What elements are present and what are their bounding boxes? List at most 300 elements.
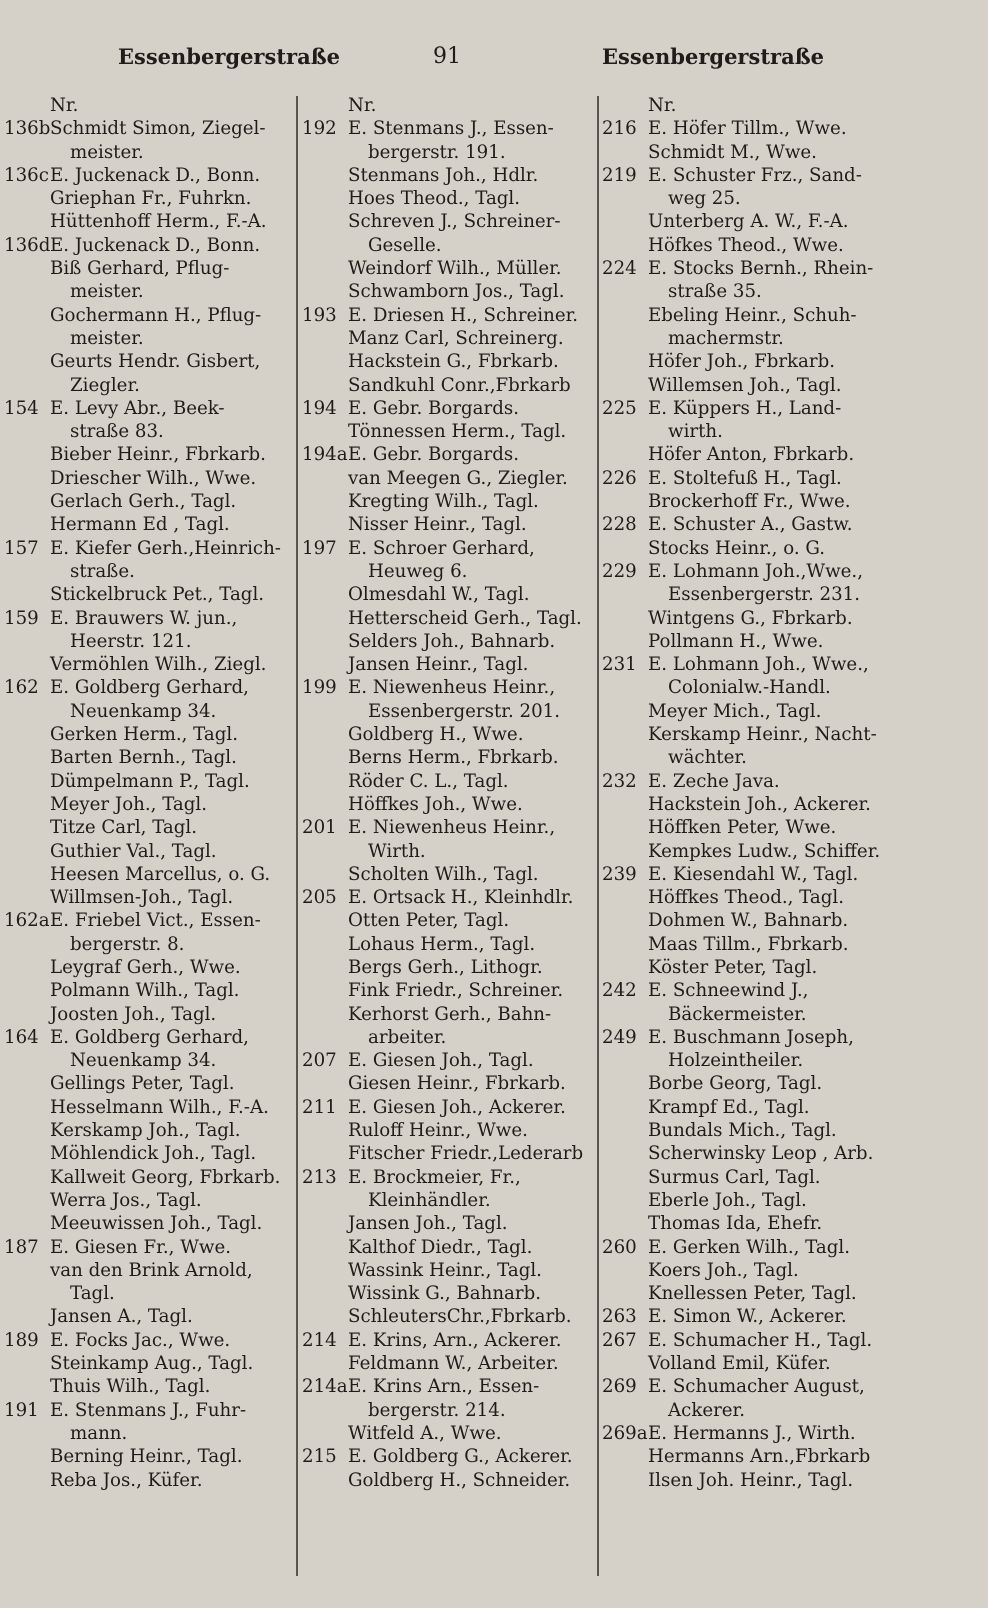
entry-continuation: Neuenkamp 34. xyxy=(70,1050,217,1072)
entry-continuation: bergerstr. 8. xyxy=(70,933,185,955)
directory-line xyxy=(4,141,294,164)
directory-line xyxy=(602,676,982,699)
directory-line xyxy=(602,700,982,723)
directory-line xyxy=(4,1072,294,1095)
house-number: 187 xyxy=(4,1236,39,1258)
directory-line xyxy=(302,840,594,863)
resident-entry: E. Schroer Gerhard, xyxy=(348,537,535,559)
resident-entry: Hüttenhoff Herm., F.-A. xyxy=(50,211,267,233)
directory-line xyxy=(302,164,594,187)
directory-line xyxy=(4,886,294,909)
house-number: 228 xyxy=(602,514,637,536)
directory-line xyxy=(4,304,294,327)
directory-line xyxy=(4,490,294,513)
column-left xyxy=(4,94,294,1594)
directory-line xyxy=(302,653,594,676)
directory-line xyxy=(602,1189,982,1212)
house-number: 224 xyxy=(602,258,637,280)
directory-line xyxy=(302,1329,594,1352)
resident-entry: Koers Joh., Tagl. xyxy=(648,1259,799,1281)
resident-entry: van den Brink Arnold, xyxy=(50,1259,253,1281)
house-number: 215 xyxy=(302,1446,337,1468)
resident-entry: Reba Jos., Küfer. xyxy=(50,1469,203,1491)
directory-line xyxy=(302,1399,594,1422)
resident-entry: Jansen Joh., Tagl. xyxy=(348,1213,508,1235)
directory-line xyxy=(602,653,982,676)
directory-line xyxy=(302,1282,594,1305)
resident-entry: Nr. xyxy=(50,95,79,116)
directory-line xyxy=(302,420,594,443)
resident-entry: Joosten Joh., Tagl. xyxy=(50,1003,217,1025)
resident-entry: Giesen Heinr., Fbrkarb. xyxy=(348,1073,566,1095)
entry-continuation: Ziegler. xyxy=(70,374,140,396)
resident-entry: Hoes Theod., Tagl. xyxy=(348,188,521,210)
resident-entry: Wissink G., Bahnarb. xyxy=(348,1283,542,1305)
resident-entry: Höffken Peter, Wwe. xyxy=(648,817,837,839)
house-number: 226 xyxy=(602,467,637,489)
directory-line xyxy=(302,374,594,397)
resident-entry: Steinkamp Aug., Tagl. xyxy=(50,1353,254,1375)
resident-entry: E. Lohmann Joh.,Wwe., xyxy=(648,560,863,582)
house-number: 136b xyxy=(4,118,51,140)
directory-line xyxy=(302,560,594,583)
resident-entry: Heesen Marcellus, o. G. xyxy=(50,863,271,885)
resident-entry: SchleutersChr.,Fbrkarb. xyxy=(348,1306,572,1328)
directory-line xyxy=(602,280,982,303)
resident-entry: E. Giesen Fr., Wwe. xyxy=(50,1236,232,1258)
directory-line xyxy=(602,1352,982,1375)
resident-entry: E. Juckenack D., Bonn. xyxy=(50,164,261,186)
resident-entry: Meyer Mich., Tagl. xyxy=(648,700,822,722)
directory-line xyxy=(302,676,594,699)
entry-continuation: Bäckermeister. xyxy=(668,1003,807,1025)
resident-entry: E. Küppers H., Land- xyxy=(648,397,842,419)
directory-line xyxy=(302,1072,594,1095)
directory-line xyxy=(302,234,594,257)
resident-entry: Bieber Heinr., Fbrkarb. xyxy=(50,444,266,466)
directory-line xyxy=(602,1422,982,1445)
directory-line xyxy=(4,537,294,560)
house-number: 213 xyxy=(302,1166,337,1188)
directory-line xyxy=(302,863,594,886)
house-number: 249 xyxy=(602,1026,637,1048)
resident-entry: E. Krins, Arn., Ackerer. xyxy=(348,1329,562,1351)
directory-line xyxy=(4,560,294,583)
directory-line xyxy=(4,327,294,350)
directory-line xyxy=(302,979,594,1002)
directory-line xyxy=(302,117,594,140)
directory-line xyxy=(602,1003,982,1026)
column-divider xyxy=(296,96,298,1576)
directory-line xyxy=(602,1282,982,1305)
resident-entry: Krampf Ed., Tagl. xyxy=(648,1096,810,1118)
resident-entry: E. Schneewind J., xyxy=(648,980,809,1002)
resident-entry: Hackstein Joh., Ackerer. xyxy=(648,793,871,815)
directory-line xyxy=(302,723,594,746)
directory-line xyxy=(4,700,294,723)
directory-line xyxy=(602,187,982,210)
resident-entry: E. Buschmann Joseph, xyxy=(648,1026,854,1048)
resident-entry: E. Ortsack H., Kleinhdlr. xyxy=(348,887,574,909)
house-number: 192 xyxy=(302,118,337,140)
directory-line xyxy=(4,583,294,606)
directory-line xyxy=(302,886,594,909)
directory-line xyxy=(302,1212,594,1235)
resident-entry: Thomas Ida, Ehefr. xyxy=(648,1213,823,1235)
resident-entry: Barten Bernh., Tagl. xyxy=(50,747,237,769)
directory-line xyxy=(302,1469,594,1492)
resident-entry: Geurts Hendr. Gisbert, xyxy=(50,351,261,373)
directory-line xyxy=(4,1375,294,1398)
house-number: 194a xyxy=(302,444,348,466)
resident-entry: Jansen Heinr., Tagl. xyxy=(348,654,529,676)
resident-entry: E. Kiesendahl W., Tagl. xyxy=(648,863,859,885)
directory-line xyxy=(4,979,294,1002)
directory-line xyxy=(602,420,982,443)
directory-line xyxy=(4,443,294,466)
resident-entry: Nisser Heinr., Tagl. xyxy=(348,514,527,536)
resident-entry: Weindorf Wilh., Müller. xyxy=(348,258,562,280)
resident-entry: E. Zeche Java. xyxy=(648,770,780,792)
directory-line xyxy=(602,164,982,187)
resident-entry: E. Stocks Bernh., Rhein- xyxy=(648,258,874,280)
directory-line xyxy=(302,210,594,233)
directory-line xyxy=(302,1236,594,1259)
page-number: 91 xyxy=(433,44,461,69)
resident-entry: E. Stenmans J., Essen- xyxy=(348,118,554,140)
resident-entry: E. Brockmeier, Fr., xyxy=(348,1166,521,1188)
house-number: 157 xyxy=(4,537,39,559)
entry-continuation: wächter. xyxy=(668,747,747,769)
resident-entry: Berning Heinr., Tagl. xyxy=(50,1446,243,1468)
directory-line xyxy=(302,304,594,327)
directory-line xyxy=(4,1469,294,1492)
resident-entry: E. Niewenheus Heinr., xyxy=(348,817,556,839)
directory-line xyxy=(602,1166,982,1189)
directory-line xyxy=(602,1375,982,1398)
column-divider xyxy=(597,96,599,1576)
resident-entry: Willmsen-Joh., Tagl. xyxy=(50,887,234,909)
entry-continuation: Ackerer. xyxy=(668,1399,746,1421)
directory-line xyxy=(4,746,294,769)
directory-line xyxy=(602,1329,982,1352)
directory-line xyxy=(302,94,594,117)
directory-line xyxy=(4,653,294,676)
house-number: 260 xyxy=(602,1236,637,1258)
directory-line xyxy=(4,210,294,233)
directory-line xyxy=(4,117,294,140)
resident-entry: Höffkes Theod., Tagl. xyxy=(648,887,844,909)
entry-continuation: Neuenkamp 34. xyxy=(70,700,217,722)
directory-line xyxy=(602,746,982,769)
resident-entry: Dümpelmann P., Tagl. xyxy=(50,770,250,792)
running-head-left: Essenbergerstraße xyxy=(118,44,341,69)
house-number: 214a xyxy=(302,1376,348,1398)
directory-line xyxy=(302,1119,594,1142)
directory-line xyxy=(302,327,594,350)
entry-continuation: Geselle. xyxy=(368,234,442,256)
entry-continuation: Heerstr. 121. xyxy=(70,630,192,652)
directory-line xyxy=(302,1049,594,1072)
directory-line xyxy=(302,1375,594,1398)
resident-entry: Witfeld A., Wwe. xyxy=(348,1422,502,1444)
entry-continuation: straße 35. xyxy=(668,281,762,303)
directory-line xyxy=(4,1422,294,1445)
directory-line xyxy=(4,607,294,630)
resident-entry: Vermöhlen Wilh., Ziegl. xyxy=(50,654,267,676)
directory-line xyxy=(302,257,594,280)
house-number: 136c xyxy=(4,164,49,186)
directory-line xyxy=(4,350,294,373)
resident-entry: Höffkes Joh., Wwe. xyxy=(348,793,523,815)
resident-entry: E. Brauwers W. jun., xyxy=(50,607,238,629)
directory-line xyxy=(302,1003,594,1026)
entry-continuation: Essenbergerstr. 201. xyxy=(368,700,561,722)
directory-line xyxy=(602,1026,982,1049)
resident-entry: Meyer Joh., Tagl. xyxy=(50,793,207,815)
resident-entry: Fink Friedr., Schreiner. xyxy=(348,980,564,1002)
directory-line xyxy=(4,1445,294,1468)
directory-line xyxy=(4,1119,294,1142)
directory-line xyxy=(602,909,982,932)
house-number: 189 xyxy=(4,1329,39,1351)
entry-continuation: weg 25. xyxy=(668,188,741,210)
house-number: 269 xyxy=(602,1376,637,1398)
directory-line xyxy=(4,1003,294,1026)
directory-line xyxy=(602,1236,982,1259)
directory-line xyxy=(4,1166,294,1189)
directory-line xyxy=(4,956,294,979)
directory-line xyxy=(602,257,982,280)
resident-entry: Hackstein G., Fbrkarb. xyxy=(348,351,559,373)
directory-line xyxy=(302,746,594,769)
directory-line xyxy=(302,1305,594,1328)
directory-line xyxy=(302,141,594,164)
directory-line xyxy=(602,560,982,583)
directory-line xyxy=(4,397,294,420)
resident-entry: Maas Tillm., Fbrkarb. xyxy=(648,933,849,955)
resident-entry: Pollmann H., Wwe. xyxy=(648,630,824,652)
resident-entry: E. Goldberg Gerhard, xyxy=(50,677,249,699)
resident-entry: Feldmann W., Arbeiter. xyxy=(348,1353,559,1375)
directory-line xyxy=(302,793,594,816)
directory-line xyxy=(302,187,594,210)
resident-entry: Stenmans Joh., Hdlr. xyxy=(348,164,539,186)
directory-line xyxy=(602,234,982,257)
entry-continuation: arbeiter. xyxy=(368,1026,447,1048)
directory-line xyxy=(4,234,294,257)
resident-entry: Selders Joh., Bahnarb. xyxy=(348,630,556,652)
directory-line xyxy=(4,1352,294,1375)
directory-line xyxy=(302,607,594,630)
resident-entry: E. Levy Abr., Beek- xyxy=(50,397,225,419)
resident-entry: Nr. xyxy=(348,95,377,116)
resident-entry: E. Driesen H., Schreiner. xyxy=(348,304,579,326)
directory-line xyxy=(602,1072,982,1095)
house-number: 197 xyxy=(302,537,337,559)
directory-line xyxy=(4,1049,294,1072)
resident-entry: E. Schuster Frz., Sand- xyxy=(648,164,862,186)
directory-line xyxy=(602,863,982,886)
resident-entry: E. Goldberg Gerhard, xyxy=(50,1026,249,1048)
directory-line xyxy=(4,164,294,187)
directory-line xyxy=(602,933,982,956)
directory-line xyxy=(4,816,294,839)
resident-entry: E. Schumacher August, xyxy=(648,1376,865,1398)
directory-line xyxy=(4,1142,294,1165)
directory-line xyxy=(602,816,982,839)
resident-entry: Werra Jos., Tagl. xyxy=(50,1189,202,1211)
directory-line xyxy=(602,327,982,350)
house-number: 263 xyxy=(602,1306,637,1328)
directory-line xyxy=(4,676,294,699)
entry-continuation: Holzeintheiler. xyxy=(668,1050,804,1072)
house-number: 199 xyxy=(302,677,337,699)
directory-line xyxy=(302,443,594,466)
resident-entry: Bergs Gerh., Lithogr. xyxy=(348,956,543,978)
directory-line xyxy=(602,607,982,630)
house-number: 267 xyxy=(602,1329,637,1351)
resident-entry: Ruloff Heinr., Wwe. xyxy=(348,1120,528,1142)
directory-line xyxy=(302,956,594,979)
resident-entry: E. Kiefer Gerh.,Heinrich- xyxy=(50,537,281,559)
directory-line xyxy=(602,630,982,653)
house-number: 164 xyxy=(4,1026,39,1048)
resident-entry: Volland Emil, Küfer. xyxy=(648,1353,831,1375)
directory-line xyxy=(4,1026,294,1049)
resident-entry: Driescher Wilh., Wwe. xyxy=(50,467,257,489)
directory-line xyxy=(602,583,982,606)
directory-line xyxy=(602,1399,982,1422)
resident-entry: E. Juckenack D., Bonn. xyxy=(50,234,261,256)
resident-entry: E. Focks Jac., Wwe. xyxy=(50,1329,231,1351)
resident-entry: E. Giesen Joh., Tagl. xyxy=(348,1050,534,1072)
resident-entry: Kallweit Georg, Fbrkarb. xyxy=(50,1166,281,1188)
resident-entry: Unterberg A. W., F.-A. xyxy=(648,211,849,233)
resident-entry: E. Krins Arn., Essen- xyxy=(348,1376,540,1398)
directory-line xyxy=(602,1445,982,1468)
directory-line xyxy=(602,1305,982,1328)
directory-line xyxy=(602,1259,982,1282)
resident-entry: Borbe Georg, Tagl. xyxy=(648,1073,823,1095)
resident-entry: E. Gerken Wilh., Tagl. xyxy=(648,1236,850,1258)
house-number: 269a xyxy=(602,1422,648,1444)
resident-entry: Polmann Wilh., Tagl. xyxy=(50,980,240,1002)
entry-continuation: bergerstr. 191. xyxy=(368,141,506,163)
directory-line xyxy=(302,816,594,839)
directory-line xyxy=(302,583,594,606)
house-number: 201 xyxy=(302,817,337,839)
entry-continuation: bergerstr. 214. xyxy=(368,1399,506,1421)
directory-line xyxy=(302,467,594,490)
resident-entry: Bundals Mich., Tagl. xyxy=(648,1120,837,1142)
house-number: 193 xyxy=(302,304,337,326)
resident-entry: E. Schumacher H., Tagl. xyxy=(648,1329,873,1351)
directory-line xyxy=(4,467,294,490)
resident-entry: Kalthof Diedr., Tagl. xyxy=(348,1236,533,1258)
resident-entry: Scholten Wilh., Tagl. xyxy=(348,863,539,885)
resident-entry: Hermanns Arn.,Fbrkarb xyxy=(648,1446,871,1468)
directory-line xyxy=(602,1212,982,1235)
directory-line xyxy=(4,770,294,793)
directory-line xyxy=(4,863,294,886)
house-number: 229 xyxy=(602,560,637,582)
resident-entry: E. Giesen Joh., Ackerer. xyxy=(348,1096,566,1118)
house-number: 214 xyxy=(302,1329,337,1351)
house-number: 205 xyxy=(302,887,337,909)
entry-continuation: Heuweg 6. xyxy=(368,560,468,582)
resident-entry: Gerken Herm., Tagl. xyxy=(50,724,238,746)
resident-entry: Kerskamp Heinr., Nacht- xyxy=(648,724,877,746)
resident-entry: E. Simon W., Ackerer. xyxy=(648,1306,847,1328)
directory-line xyxy=(302,933,594,956)
directory-line xyxy=(602,886,982,909)
directory-line xyxy=(602,443,982,466)
resident-entry: Stickelbruck Pet., Tagl. xyxy=(50,584,265,606)
resident-entry: Olmesdahl W., Tagl. xyxy=(348,584,530,606)
directory-line xyxy=(602,1142,982,1165)
entry-continuation: meister. xyxy=(70,327,144,349)
directory-line xyxy=(4,723,294,746)
resident-entry: Brockerhoff Fr., Wwe. xyxy=(648,491,851,513)
directory-line xyxy=(602,537,982,560)
resident-entry: Nr. xyxy=(648,95,677,116)
directory-line xyxy=(302,1352,594,1375)
directory-line xyxy=(602,513,982,536)
resident-entry: Schmidt Simon, Ziegel- xyxy=(50,118,266,140)
resident-entry: Gellings Peter, Tagl. xyxy=(50,1073,235,1095)
directory-line xyxy=(602,1119,982,1142)
resident-entry: Röder C. L., Tagl. xyxy=(348,770,509,792)
directory-line xyxy=(602,141,982,164)
resident-entry: Griephan Fr., Fuhrkn. xyxy=(50,188,252,210)
directory-line xyxy=(4,420,294,443)
directory-line xyxy=(4,1236,294,1259)
resident-entry: E. Niewenheus Heinr., xyxy=(348,677,556,699)
directory-line xyxy=(302,1422,594,1445)
house-number: 207 xyxy=(302,1050,337,1072)
entry-continuation: meister. xyxy=(70,141,144,163)
directory-line xyxy=(602,94,982,117)
directory-line xyxy=(302,1096,594,1119)
directory-line xyxy=(302,513,594,536)
directory-line xyxy=(602,793,982,816)
entry-continuation: Tagl. xyxy=(70,1283,115,1305)
directory-line xyxy=(4,630,294,653)
resident-entry: Titze Carl, Tagl. xyxy=(50,817,198,839)
entry-continuation: Wirth. xyxy=(368,840,426,862)
resident-entry: E. Gebr. Borgards. xyxy=(348,444,519,466)
entry-continuation: machermstr. xyxy=(668,327,784,349)
directory-line xyxy=(302,630,594,653)
resident-entry: Höfer Joh., Fbrkarb. xyxy=(648,351,836,373)
directory-line xyxy=(4,1329,294,1352)
directory-line xyxy=(602,840,982,863)
resident-entry: Kempkes Ludw., Schiffer. xyxy=(648,840,881,862)
directory-line xyxy=(302,909,594,932)
resident-entry: Hetterscheid Gerh., Tagl. xyxy=(348,607,582,629)
resident-entry: Ilsen Joh. Heinr., Tagl. xyxy=(648,1469,854,1491)
resident-entry: Meeuwissen Joh., Tagl. xyxy=(50,1213,263,1235)
resident-entry: Gerlach Gerh., Tagl. xyxy=(50,491,237,513)
resident-entry: Schwamborn Jos., Tagl. xyxy=(348,281,565,303)
directory-line xyxy=(4,187,294,210)
directory-line xyxy=(4,840,294,863)
directory-line xyxy=(302,490,594,513)
house-number: 242 xyxy=(602,980,637,1002)
directory-line xyxy=(602,304,982,327)
directory-line xyxy=(4,513,294,536)
